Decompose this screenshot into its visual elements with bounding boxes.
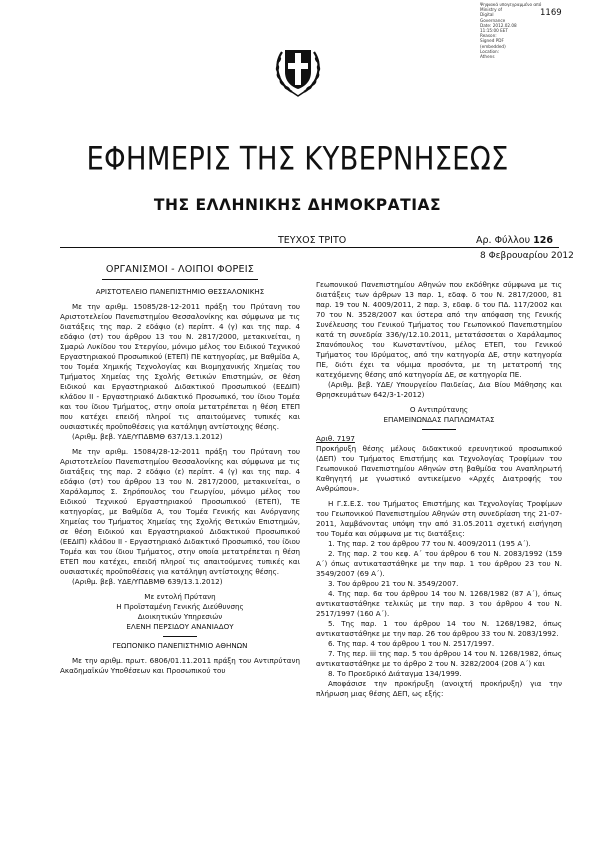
signature-line: Athens: [480, 54, 495, 60]
legal-provision-item: 1. Της παρ. 2 του άρθρου 77 του Ν. 4009/2011 (195 Α΄).: [328, 539, 531, 548]
header-divider: [60, 247, 559, 248]
decision-paragraph: Με την αριθμ. 15084/28-12-2011 πράξη του Πρύτανη του Αριστοτελείου Πανεπιστημίου Θεσσαλονίκης και σύμφωνα με τις διατάξεις της παρ. 2 εδάφιο (ε) περίπτ. 4 (γ) και της παρ. 4 εδάφιο (στ) του άρθρου 13 του Ν. 2817/2000, μετακινείται, ο Χαράλαμπος Σ. Σηρόπουλος του Γεωργίου, μόνιμο μέλος του Ειδικού Τεχνικού Εργαστηριακού Προσωπικού (ΕΤΕΠ), ΤΕ κατηγορίας, με Βαθμίδα Α, του Τομέα Γενικής και Ανόργανης Χημείας του Τμήματος Χημείας της Σχολής Θετικών Επιστημών, σε θέση Ειδικού και Εργαστηριακού Διδακτικού Προσωπικού (ΕΕΔΙΠ) κλάδου ΙΙ - Εργαστηριακό Διδακτικό Προσωπικό, του ίδιου Τομέα και του ίδιου Τμήματος, στην οποία μετατρέπεται η θέση ΕΤΕΠ που κατέχει, επειδή πληροί τις απαιτούμενες τυπικές και ουσιαστικές προϋποθέσεις για κατάληψη αντίστοιχης θέσης.: [60, 447, 300, 576]
approval-reference: (Αριθμ. βεβ. ΥΔΕ/ Υπουργείου Παιδείας, Δια Βίου Μάθησης και Θρησκευμάτων 642/3-1-2012): [316, 380, 562, 399]
signature-line: (embedded): [480, 43, 506, 49]
legal-provision-item: 7. Της περ. iii της παρ. 5 του άρθρου 14 του Ν. 1268/1982, όπως αντικαταστάθηκε με το άρθρο 2 του Ν. 3282/2004 (208 Α΄) και: [316, 649, 562, 668]
signatory-name: ΕΛΕΝΗ ΠΕΡΣΙΔΟΥ ΑΝΑΝΙΑΔΟΥ: [126, 622, 234, 631]
decision-paragraph: Με την αριθμ. 15085/28-12-2011 πράξη του Πρύτανη του Αριστοτελείου Πανεπιστημίου Θεσσαλονίκης και σύμφωνα με τις διατάξεις της παρ. 2 εδάφιο (ε) περίπτ. 4 (γ) και της παρ. 4 εδάφιο (στ) του άρθρου 13 του Ν. 2817/2000, μετακινείται, η Σμαρώ Λυκίδου του Στεργίου, μόνιμο μέλος του Ειδικού Τεχνικού Εργαστηριακού Προσωπικού (ΕΤΕΠ) ΠΕ κατηγορίας, με Βαθμίδα Α, του Τομέα Χημικής Τεχνολογίας και Βιομηχανικής Χημείας του Τμήματος Χημείας της Σχολής Θετικών Επιστημών, σε θέση Ειδικού και Εργαστηριακού Διδακτικού Προσωπικού (ΕΕΔΙΠ) κλάδου ΙΙ - Εργαστηριακό Διδακτικό Προσωπικό, του ίδιου Τομέα και του ίδιου Τμήματος, στην οποία μετατρέπεται η θέση ΕΤΕΠ που κατέχει επειδή πληροί τις απαιτούμενες τυπικές και ουσιαστικές προϋποθέσεις για κατάληψη αντίστοιχης θέσης.: [60, 302, 301, 431]
announcement-number: Αριθ. 7197: [316, 434, 355, 443]
decision-paragraph: Γεωπονικού Πανεπιστημίου Αθηνών που εκδόθηκε σύμφωνα με τις διατάξεις των άρθρων 13 παρ. 1, εδαφ. δ του Ν. 2817/2000, 81 παρ. 19 του Ν. 4009/2011, 2 παρ. 3, εδαφ. δ του ΠΔ. 117/2002 και 70 του Ν. 3528/2007 και ύστερα από την απόφαση της Γενικής Συνέλευσης του Γενικού Τμήματος του Γεωπονικού Πανεπιστημίου κατά τη συνεδρία 336/γ/12.10.2011, μετατάσσεται ο Χαράλαμπος Σπανόπουλος του Κωνσταντίνου, μέλος ΕΤΕΠ, του Γενικού Τμήματος του Ιδρύματος, από την κατηγορία ΔΕ, στην κατηγορία ΠΕ, διότι έχει τα νόμιμα προσόντα, με τη μετατροπή της κατεχόμενης θέσης από κατηγορία ΔΕ, σε κατηγορία ΠΕ.: [316, 280, 562, 379]
organization-heading: ΑΡΙΣΤΟΤΕΛΕΙΟ ΠΑΝΕΠΙΣΤΗΜΙΟ ΘΕΣΣΑΛΟΝΙΚΗΣ: [95, 287, 265, 296]
signature-line: Διοικητικών Υπηρεσιών: [137, 612, 223, 621]
signature-line: Governance: [480, 17, 506, 23]
signature-line: Η Προϊσταμένη Γενικής Διεύθυνσης: [116, 602, 244, 611]
approval-reference: (Αριθμ. βεβ. ΥΔΕ/ΥΠΔΒΜΘ 637/13.1.2012): [72, 432, 223, 441]
signature-line: Signed PDF: [480, 38, 504, 44]
legal-provision-item: 5. Της παρ. 1 του άρθρου 14 του Ν. 1268/1982, όπως αντικαταστάθηκε με την παρ. 26 του άρθρου 33 του Ν. 2083/1992.: [316, 619, 562, 638]
issue-date: 8 Φεβρουαρίου 2012: [480, 251, 574, 261]
signature-line: Ο Αντιπρύτανης: [409, 405, 469, 414]
announcement-summary: Προκήρυξη θέσης μέλους διδακτικού ερευνητικού προσωπικού (ΔΕΠ) του Τμήματος Επιστήμης και Τεχνολογίας Τροφίμων του Γεωπονικού Πανεπιστημίου Αθηνών στη βαθμίδα του Αναπληρωτή Καθηγητή με γνωστικό αντικείμενο «Αρχές Διατροφής του Ανθρώπου».: [316, 444, 562, 493]
gazette-title: ΕΦΗΜΕΡΙΣ ΤΗΣ ΚΥΒΕΡΝΗΣΕΩΣ: [86, 140, 509, 178]
signature-line: Reason:: [480, 33, 497, 39]
decision-paragraph: Με την αριθμ. πρωτ. 6806/01.11.2011 πράξη του Αντιπρύτανη Ακαδημαϊκών Υποθέσεων και Προσωπικού του: [60, 656, 300, 675]
signature-line: 11:15:00 EET: [480, 28, 508, 34]
legal-provision-item: 3. Του άρθρου 21 του Ν. 3549/2007.: [328, 579, 459, 588]
signature-line: Location:: [480, 48, 500, 54]
greek-coat-of-arms-icon: [272, 38, 324, 98]
signature-line: Ministry of: [480, 7, 502, 13]
signature-line: Date: 2012.02.08: [480, 22, 517, 28]
signature-line: Digital: [480, 12, 494, 18]
decision-paragraph: Αποφάσισε την προκήρυξη (ανοιχτή προκήρυξη) για την πλήρωση μιας θέσης ΔΕΠ, ως εξής:: [316, 679, 562, 698]
signatory-name: ΕΠΑΜΕΙΝΩΝΔΑΣ ΠΑΠΛΩΜΑΤΑΣ: [383, 415, 495, 424]
issue-number-value: 126: [533, 235, 553, 246]
separator-rule: [422, 429, 456, 430]
issue-number-label: Αρ. Φύλλου: [476, 235, 531, 246]
section-heading-rule: [102, 279, 258, 280]
organization-heading: ΓΕΩΠΟΝΙΚΟ ΠΑΝΕΠΙΣΤΗΜΙΟ ΑΘΗΝΩΝ: [112, 641, 248, 650]
legal-provision-item: 6. Της παρ. 4 του άρθρου 1 του Ν. 2517/1997.: [328, 639, 495, 648]
decision-paragraph: Η Γ.Σ.Ε.Σ. του Τμήματος Επιστήμης και Τεχνολογίας Τροφίμων του Γεωπονικού Πανεπιστημίου Αθηνών στη συνεδρίαση της 21-07-2011, λαμβάνοντας υπόψη την από 31.05.2011 σχετική εισήγηση του Τομέα και σύμφωνα με τις διατάξεις:: [316, 499, 562, 538]
right-column: [316, 280, 562, 699]
legal-provision-item: 2. Της παρ. 2 του κεφ. Α΄ του άρθρου 6 του Ν. 2083/1992 (159 Α΄) όπως αντικαταστάθηκε με την παρ. 1 του άρθρου 23 του Ν. 3549/2007 (69 Α΄).: [316, 549, 562, 578]
signature-line: Ψηφιακά υπογεγραμμένο από: [480, 2, 542, 7]
gazette-subtitle: ΤΗΣ ΕΛΛΗΝΙΚΗΣ ΔΗΜΟΚΡΑΤΙΑΣ: [153, 196, 442, 214]
legal-provision-item: 8. Το Προεδρικό Διάταγμα 134/1999.: [328, 669, 462, 678]
signature-line: Με εντολή Πρύτανη: [144, 592, 216, 601]
section-heading: ΟΡΓΑΝΙΣΜΟΙ - ΛΟΙΠΟΙ ΦΟΡΕΙΣ: [105, 264, 255, 275]
approval-reference: (Αριθμ. βεβ. ΥΔΕ/ΥΠΔΒΜΘ 639/13.1.2012): [72, 577, 223, 586]
page-number: 1169: [540, 8, 562, 18]
left-column: [60, 265, 300, 676]
legal-provision-item: 4. Της παρ. 6α του άρθρου 14 του Ν. 1268/1982 (87 Α΄), όπως αντικαταστάθηκε τελικώς με την παρ. 3 του άρθρου 4 του Ν. 2517/1997 (160 Α΄).: [316, 589, 562, 618]
issue-series: ΤΕΥΧΟΣ ΤΡΙΤΟ: [278, 235, 347, 246]
separator-rule: [163, 636, 197, 637]
issue-number: [476, 235, 553, 246]
